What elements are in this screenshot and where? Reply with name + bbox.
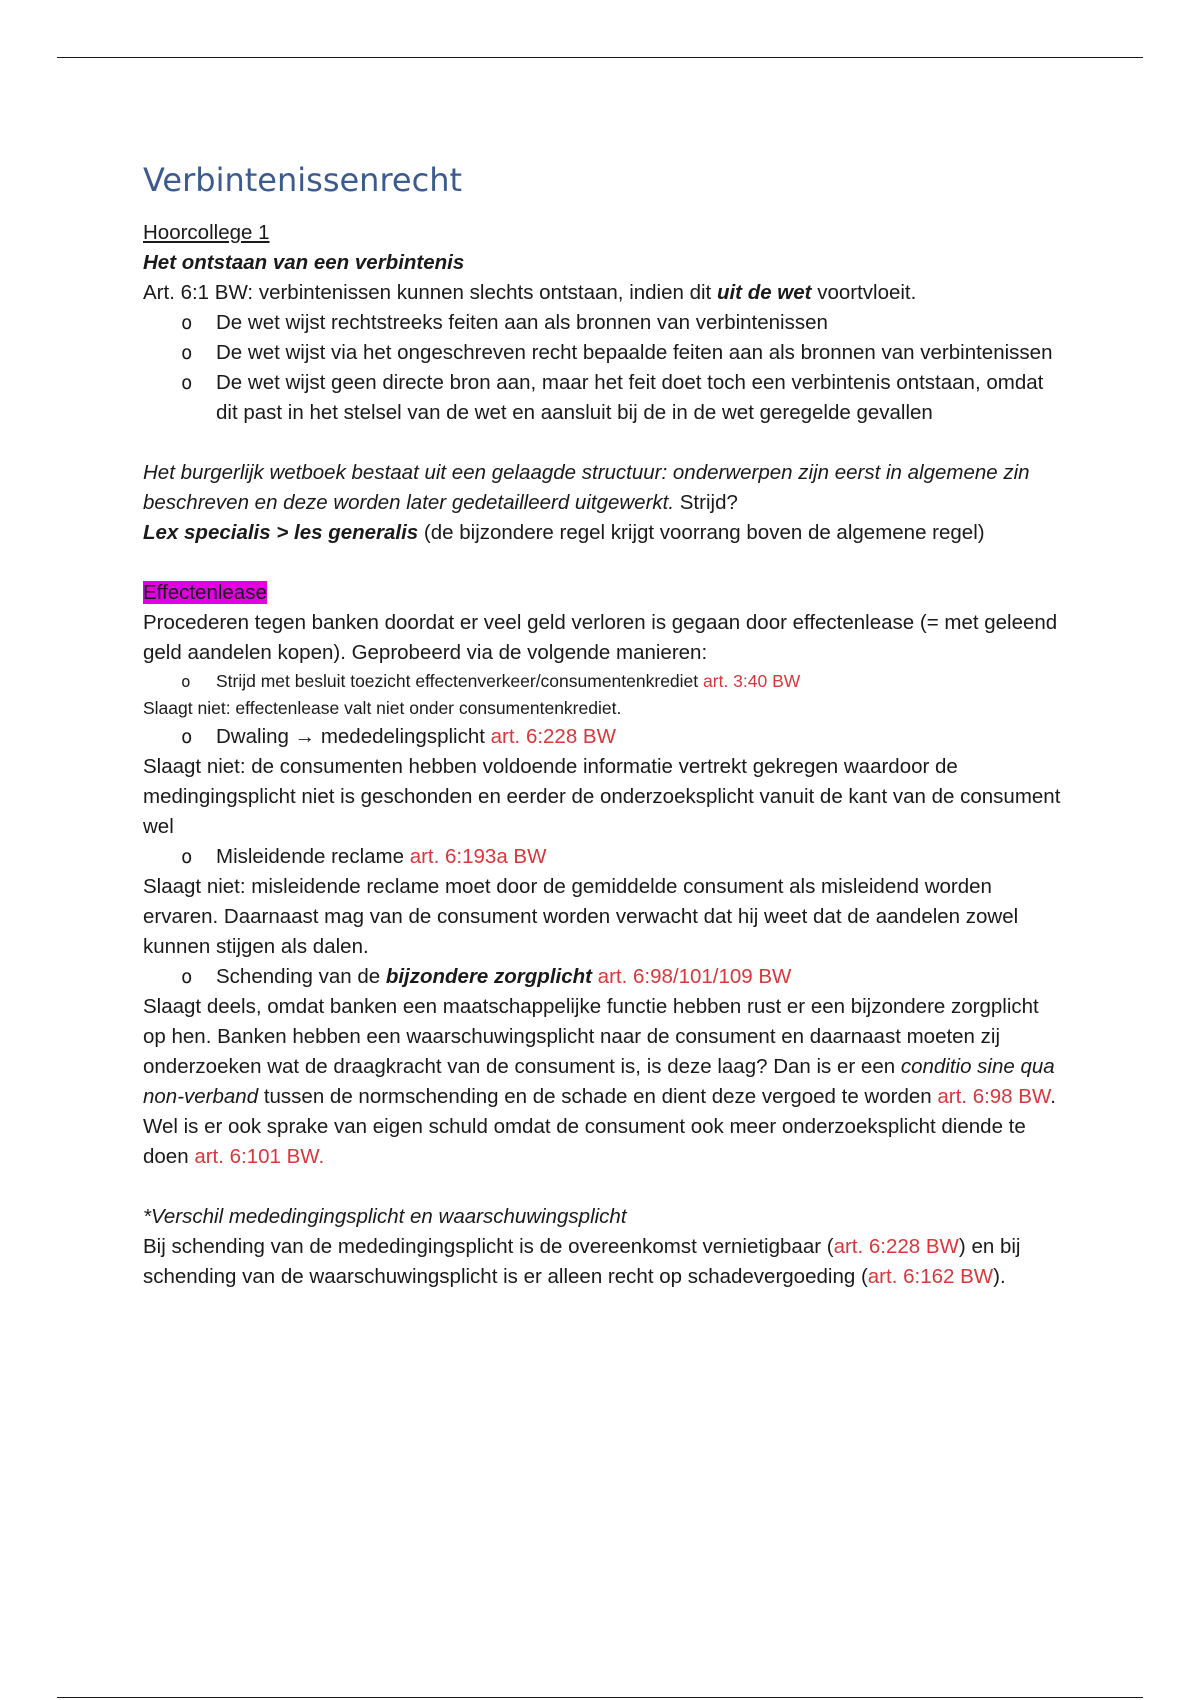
list-item: o De wet wijst geen directe bron aan, maar het feit doet toch een verbintenis ontstaan, omdat dit past in het stelsel van de wet en aansluit bij de in de wet geregelde gevallen — [143, 368, 1063, 428]
claim-result-1: Slaagt niet: effectenlease valt niet onder consumentenkrediet. — [143, 698, 622, 718]
list-item: o De wet wijst via het ongeschreven recht bepaalde feiten aan als bronnen van verbintenissen — [143, 338, 1063, 368]
lex-specialis-paragraph: Lex specialis > les generalis (de bijzondere regel krijgt voorrang boven de algemene regel) — [143, 521, 985, 544]
effectenlease-intro: Procederen tegen banken doordat er veel geld verloren is gegaan door effectenlease (= met geleend geld aandelen kopen). Geprobeerd via de volgende manieren: — [143, 611, 1058, 664]
list-item: o Misleidende reclame art. 6:193a BW — [143, 842, 1063, 872]
effectenlease-heading: Effectenlease — [143, 581, 267, 604]
arrow-right-icon: → — [294, 725, 316, 748]
claim-list-3 — [143, 842, 1063, 872]
claim-list-1 — [143, 668, 1063, 695]
sources-list — [143, 308, 1063, 428]
list-item: o De wet wijst rechtstreeks feiten aan als bronnen van verbintenissen — [143, 308, 1063, 338]
header-rule — [57, 57, 1143, 58]
section-subheading: Het ontstaan van een verbintenis — [143, 251, 465, 274]
lecture-heading: Hoorcollege 1 — [143, 221, 270, 244]
claim-list-2 — [143, 722, 1063, 752]
footer-rule — [57, 1697, 1143, 1698]
difference-heading: *Verschil mededingingsplicht en waarschuwingsplicht — [143, 1205, 627, 1228]
claim-result-3: Slaagt niet: misleidende reclame moet door de gemiddelde consument als misleidend worden ervaren. Daarnaast mag van de consument worden verwacht dat hij weet dat de aandelen zowel kunnen stijgen als dalen. — [143, 875, 1019, 958]
list-item: o Dwaling → mededelingsplicht art. 6:228 BW — [143, 722, 1063, 752]
page-title: Verbintenissenrecht — [143, 161, 463, 199]
claim-result-2: Slaagt niet: de consumenten hebben voldoende informatie vertrekt gekregen waardoor de medingingsplicht niet is geschonden en eerder de onderzoeksplicht vanuit de kant van de consument wel — [143, 755, 1061, 838]
difference-paragraph: Bij schending van de mededingingsplicht is de overeenkomst vernietigbaar (art. 6:228 BW) en bij schending van de waarschuwingsplicht is er alleen recht op schadevergoeding (art. 6:162 BW). — [143, 1235, 1021, 1288]
claim-result-4: Slaagt deels, omdat banken een maatschappelijke functie hebben rust er een bijzondere zorgplicht op hen. Banken hebben een waarschuwingsplicht naar de consument en daarnaast moeten zij onderzoeken wat de draagkracht van de consument is, is deze laag? Dan is er een conditio sine qua non-verband tussen de normschending en de schade en dient deze vergoed te worden art. 6:98 BW. Wel is er ook sprake van eigen schuld omdat de consument ook meer onderzoeksplicht diende te doen art. 6:101 BW. — [143, 995, 1056, 1168]
list-item: o Strijd met besluit toezicht effectenverkeer/consumentenkrediet art. 3:40 BW — [143, 668, 1063, 695]
list-item: o Schending van de bijzondere zorgplicht art. 6:98/101/109 BW — [143, 962, 1063, 992]
claim-list-4 — [143, 962, 1063, 992]
document-body — [143, 160, 1063, 1292]
art-6-1-paragraph: Art. 6:1 BW: verbintenissen kunnen slechts ontstaan, indien dit uit de wet voortvloeit. — [143, 281, 917, 304]
structure-paragraph: Het burgerlijk wetboek bestaat uit een gelaagde structuur: onderwerpen zijn eerst in algemene zin beschreven en deze worden later gedetailleerd uitgewerkt. Strijd? — [143, 461, 1030, 514]
